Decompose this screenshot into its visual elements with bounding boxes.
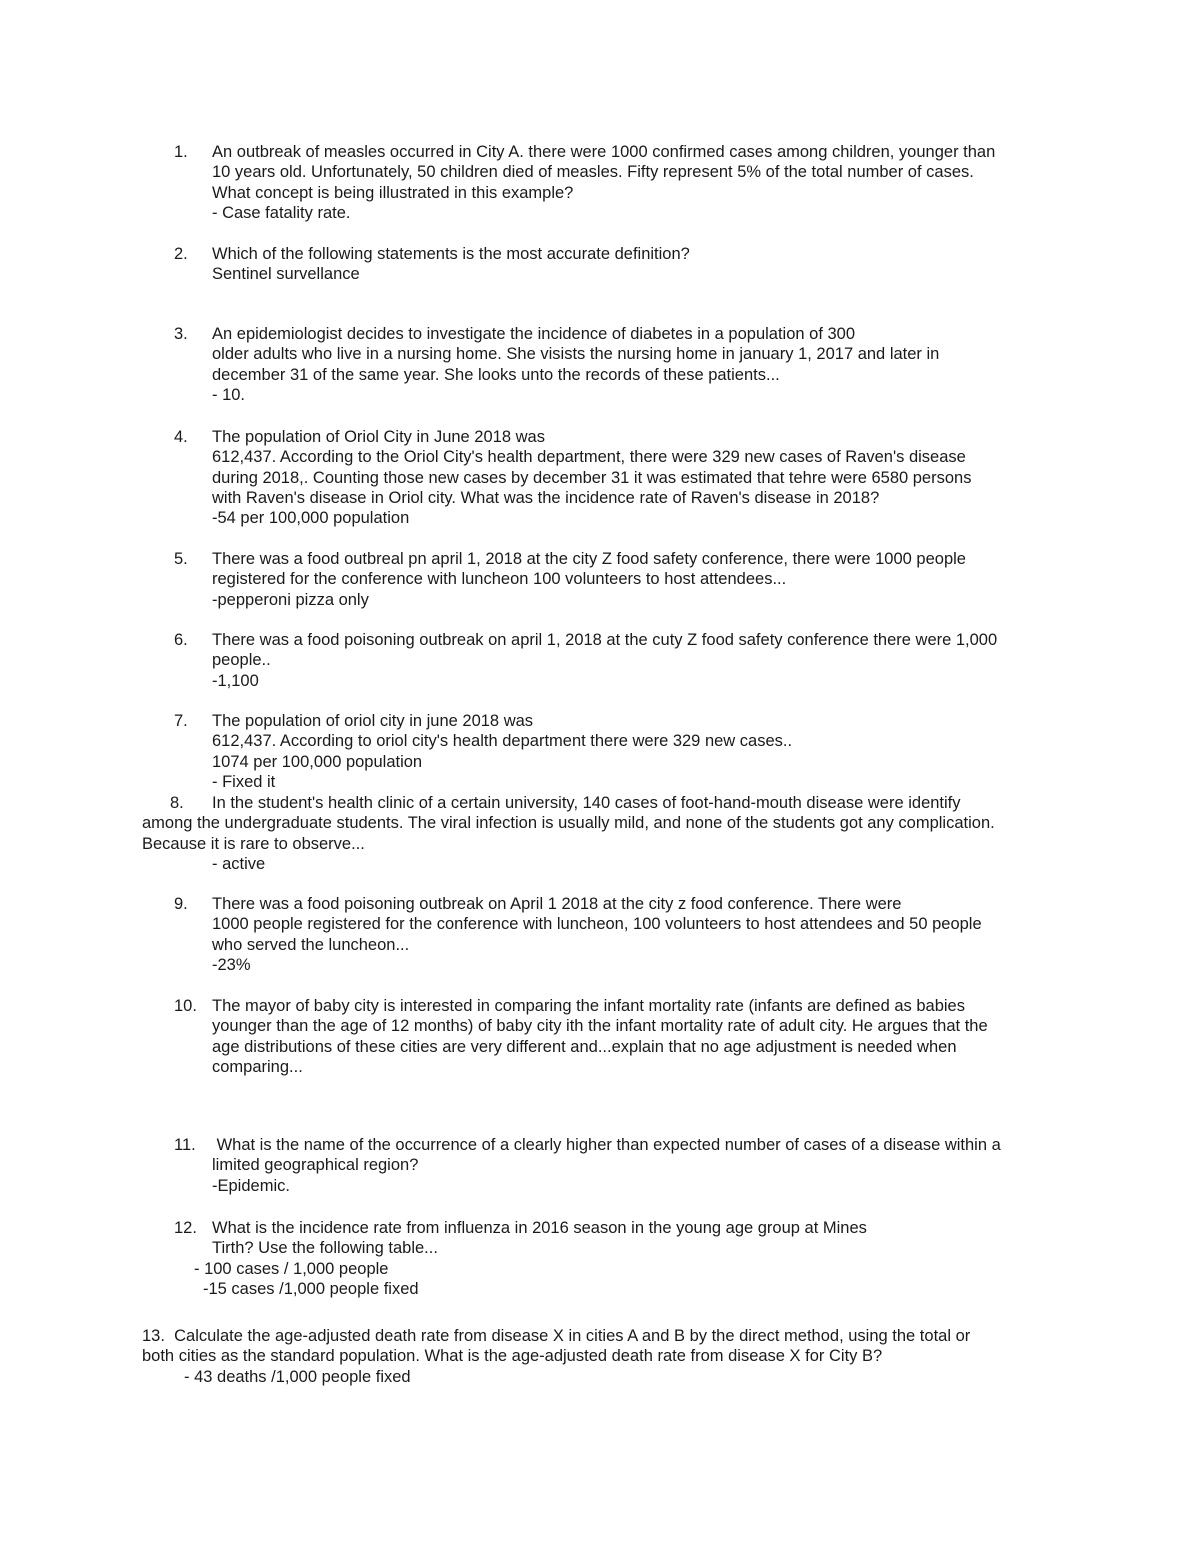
question-line: 13. Calculate the age-adjusted death rate from disease X in cities A and B by the direct method, using the total or: [142, 1327, 971, 1345]
answer-line: - 100 cases / 1,000 people: [194, 1259, 389, 1278]
question-line: There was a food poisoning outbreak on April 1 2018 at the city z food conference. There were: [212, 895, 902, 913]
question-line: Which of the following statements is the most accurate definition?: [212, 245, 690, 263]
question-text: [212, 244, 1092, 285]
question-line: during 2018,. Counting those new cases by december 31 it was estimated that tehre were 6580 persons: [212, 468, 972, 487]
question-number: 5.: [174, 550, 188, 568]
question-text: [212, 549, 1092, 610]
answer-line: -Epidemic.: [212, 1176, 290, 1195]
question-number: 2.: [174, 245, 188, 263]
question-number: 10.: [174, 997, 197, 1015]
question-line: An epidemiologist decides to investigate the incidence of diabetes in a population of 300: [212, 325, 856, 343]
question-line: 612,437. According to the Oriol City's health department, there were 329 new cases of Raven's disease: [212, 448, 966, 467]
question-text: [212, 1135, 1092, 1196]
question-line: What concept is being illustrated in this example?: [212, 183, 574, 202]
answer-line: -23%: [212, 955, 251, 974]
answer-line: Sentinel survellance: [212, 265, 360, 284]
answer-line: - 10.: [212, 385, 246, 404]
question-line: limited geographical region?: [212, 1156, 419, 1175]
question-line: The population of oriol city in june 2018 was: [212, 712, 534, 730]
answer-line: - 43 deaths /1,000 people fixed: [184, 1367, 411, 1386]
question-number: 7.: [174, 712, 188, 730]
question-text: [212, 142, 1092, 223]
question-line: An outbreak of measles occurred in City A. there were 1000 confirmed cases among children, younger than: [212, 143, 996, 161]
question-number: 12.: [174, 1219, 197, 1237]
question-text: [212, 711, 1092, 792]
question-number: 8.: [170, 794, 184, 812]
question-line: 612,437. According to oriol city's health department there were 329 new cases..: [212, 732, 793, 751]
answer-line: -pepperoni pizza only: [212, 590, 369, 609]
question-line: There was a food outbreal pn april 1, 2018 at the city Z food safety conference, there were 1000 people: [212, 550, 966, 568]
answer-line: 1074 per 100,000 population: [212, 752, 423, 771]
answer-line: - Case fatality rate.: [212, 203, 351, 222]
question-line: among the undergraduate students. The viral infection is usually mild, and none of the students got any complication.: [142, 814, 995, 833]
question-line: Tirth? Use the following table...: [212, 1239, 438, 1258]
answer-line: -15 cases /1,000 people fixed: [203, 1279, 419, 1298]
question-line: What is the incidence rate from influenza in 2016 season in the young age group at Mines: [212, 1219, 867, 1237]
question-line: comparing...: [212, 1057, 303, 1076]
answer-line: -1,100: [212, 671, 259, 690]
answer-line: - active: [212, 854, 266, 873]
answer-line: - Fixed it: [212, 772, 276, 791]
question-text: [212, 894, 1092, 975]
question-line: december 31 of the same year. She looks unto the records of these patients...: [212, 365, 780, 384]
question-number: 6.: [174, 631, 188, 649]
question-number: 4.: [174, 428, 188, 446]
question-line: younger than the age of 12 months) of baby city ith the infant mortality rate of adult city. He argues that the: [212, 1017, 988, 1036]
answer-line: -54 per 100,000 population: [212, 509, 410, 528]
question-number: 9.: [174, 895, 188, 913]
question-line: There was a food poisoning outbreak on april 1, 2018 at the cuty Z food safety conference there were 1,000: [212, 631, 998, 649]
question-line: both cities as the standard population. What is the age-adjusted death rate from disease X for City B?: [142, 1347, 883, 1366]
question-line: age distributions of these cities are very different and...explain that no age adjustment is needed when: [212, 1037, 957, 1056]
question-number: 11.: [174, 1136, 196, 1154]
question-line: 1000 people registered for the conference with luncheon, 100 volunteers to host attendees and 50 people: [212, 915, 982, 934]
question-text: [212, 427, 1092, 528]
question-text: [212, 996, 1092, 1077]
question-line: 10 years old. Unfortunately, 50 children died of measles. Fifty represent 5% of the total number of cases.: [212, 163, 974, 182]
question-number: 3.: [174, 325, 188, 343]
question-line: older adults who live in a nursing home. She visists the nursing home in january 1, 2017 and later in: [212, 345, 940, 364]
question-line: What is the name of the occurrence of a clearly higher than expected number of cases of a disease within a: [212, 1136, 1001, 1154]
question-line: The mayor of baby city is interested in comparing the infant mortality rate (infants are defined as babies: [212, 997, 965, 1015]
question-number: 1.: [174, 143, 188, 161]
question-line: who served the luncheon...: [212, 935, 410, 954]
question-text: [212, 630, 1092, 691]
question-line: registered for the conference with luncheon 100 volunteers to host attendees...: [212, 570, 787, 589]
question-line: with Raven's disease in Oriol city. What was the incidence rate of Raven's disease in 2018?: [212, 488, 880, 507]
question-line: people..: [212, 651, 271, 670]
question-line: The population of Oriol City in June 2018 was: [212, 428, 545, 446]
question-text: [212, 324, 1092, 405]
question-line: Because it is rare to observe...: [142, 834, 365, 853]
question-line: In the student's health clinic of a certain university, 140 cases of foot-hand-mouth disease were identify: [212, 794, 961, 812]
